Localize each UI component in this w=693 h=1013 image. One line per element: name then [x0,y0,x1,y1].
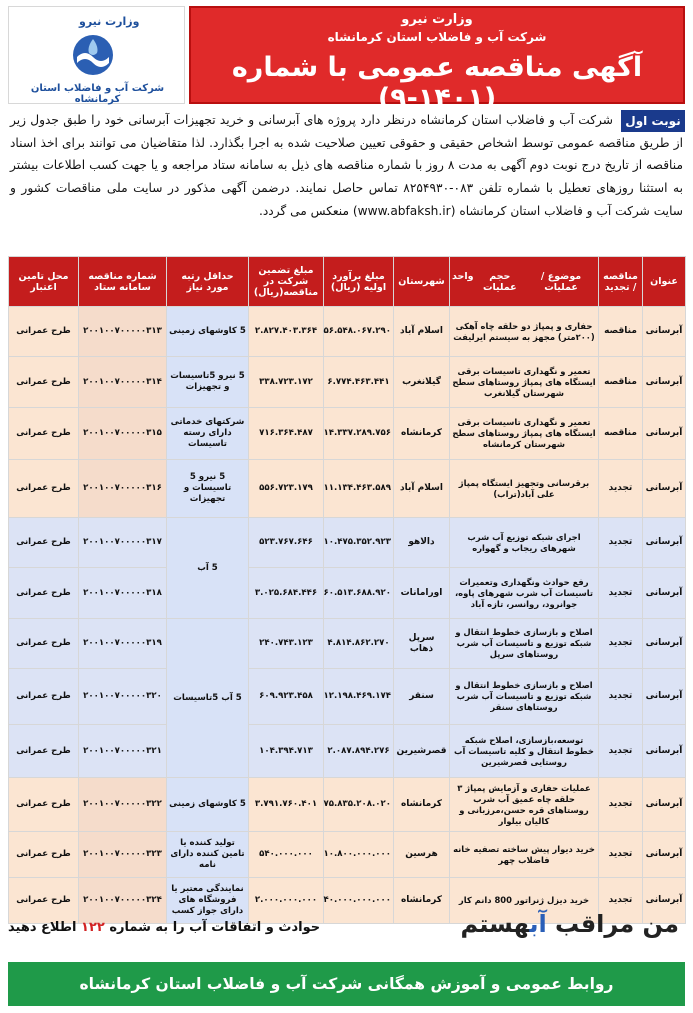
cell-source: طرح عمرانی [9,778,79,832]
cell-estimate: ۶.۷۷۴.۴۶۳.۴۴۱ [324,357,394,408]
cell-desc: اجرای شبکه توزیع آب شرب شهرهای ریجاب و گهواره [450,518,599,568]
col-header-number: شماره مناقصه سامانه ستاد [79,257,167,307]
cell-source: طرح عمرانی [9,460,79,518]
cell-city: گیلانغرب [394,357,450,408]
cell-number: ۲۰۰۱۰۰۷۰۰۰۰۰۳۲۳ [79,832,167,878]
logo-ministry: وزارت نیرو [79,15,140,28]
cell-deposit: ۲.۰۰۰.۰۰۰.۰۰۰ [249,878,324,924]
cell-rank: 5 کاوشهای زمینی [167,307,249,357]
col-header-estimate: مبلغ برآورد اولیه (ریال) [324,257,394,307]
cell-title: آبرسانی [643,357,686,408]
cell-city: دالاهو [394,518,450,568]
cell-type: مناقصه [599,307,643,357]
cell-number: ۲۰۰۱۰۰۷۰۰۰۰۰۳۱۶ [79,460,167,518]
cell-title: آبرسانی [643,568,686,619]
cell-type: تجدید [599,619,643,669]
cell-city: اورامانات [394,568,450,619]
cell-deposit: ۵۴۰.۰۰۰.۰۰۰ [249,832,324,878]
cell-city: قصرشیرین [394,725,450,778]
cell-number: ۲۰۰۱۰۰۷۰۰۰۰۰۳۱۵ [79,408,167,460]
cell-desc: رفع حوادث ونگهداری وتعمیرات تاسیسات آب شرب شهرهای پاوه، جوانرود، روانسر، تازه آباد [450,568,599,619]
col-header-rank: حداقل رتبه مورد نیاز [167,257,249,307]
cell-title: آبرسانی [643,669,686,725]
public-relations-bar: روابط عمومی و آموزش همگانی شرکت آب و فاضلاب استان کرمانشاه [8,962,685,1006]
cell-type: تجدید [599,778,643,832]
col-header-city: شهرستان [394,257,450,307]
table-row [9,669,686,725]
cell-deposit: ۵۵۶.۷۲۳.۱۷۹ [249,460,324,518]
cell-type: مناقصه [599,408,643,460]
tender-table [8,256,685,916]
cell-deposit: ۱۰۴.۳۹۴.۷۱۳ [249,725,324,778]
cell-city: کرمانشاه [394,408,450,460]
cell-title: آبرسانی [643,619,686,669]
cell-desc: تعمیر و نگهداری تاسیسات برقی ایستگاه های پمپاژ روستاهای سطح شهرستان کرمانشاه [450,408,599,460]
cell-source: طرح عمرانی [9,357,79,408]
cell-rank: 5 کاوشهای زمینی [167,778,249,832]
cell-title: آبرسانی [643,408,686,460]
cell-estimate: ۶۰.۵۱۳.۶۸۸.۹۲۰ [324,568,394,619]
cell-desc: خرید دیزل ژنراتور 800 دانم کار [450,878,599,924]
cell-number: ۲۰۰۱۰۰۷۰۰۰۰۰۳۱۷ [79,518,167,568]
table-row [9,568,686,619]
header-ministry: وزارت نیرو [401,12,473,27]
cell-source: طرح عمرانی [9,408,79,460]
cell-desc: خرید دیوار پیش ساخته تصفیه خانه فاضلاب چهر [450,832,599,878]
turn-badge: نوبت اول [621,110,685,132]
col-header-type: مناقصه / تجدید [599,257,643,307]
col-header-subject: موضوع / عملیات [540,270,582,293]
cell-title: آبرسانی [643,725,686,778]
header-company: شرکت آب و فاضلاب استان کرمانشاه [327,30,547,44]
table-row [9,619,686,669]
intro-paragraph [10,109,683,223]
cell-number: ۲۰۰۱۰۰۷۰۰۰۰۰۳۲۲ [79,778,167,832]
cell-source: طرح عمرانی [9,669,79,725]
cell-source: طرح عمرانی [9,518,79,568]
incident-part2: اطلاع دهید [8,920,82,935]
slogan-part2: هستم [460,910,530,938]
table-header-row [9,257,686,307]
cell-rank: شرکتهای خدماتی دارای رسته تاسیسات [167,408,249,460]
cell-type: تجدید [599,669,643,725]
cell-title: آبرسانی [643,307,686,357]
cell-estimate: ۱۰.۸۰۰.۰۰۰.۰۰۰ [324,832,394,878]
cell-type: تجدید [599,568,643,619]
water-drop-logo-icon [69,33,117,77]
table-row [9,357,686,408]
incident-number: ۱۲۲ [81,920,105,935]
cell-city: کرمانشاه [394,778,450,832]
col-header-unit: واحد [452,270,474,282]
cell-deposit: ۳.۷۹۱.۷۶۰.۴۰۱ [249,778,324,832]
cell-desc: حفاری و پمپاژ دو حلقه چاه آهکی (۲۰۰متر) مجهز به سیستم ایرلیفت [450,307,599,357]
cell-deposit: ۶۰۹.۹۲۳.۴۵۸ [249,669,324,725]
cell-number: ۲۰۰۱۰۰۷۰۰۰۰۰۳۱۹ [79,619,167,669]
incident-notice [8,920,320,935]
cell-rank: تولید کننده یا تامین کننده دارای نامه [167,832,249,878]
col-header-volume: حجم عملیات [482,270,517,293]
cell-type: تجدید [599,878,643,924]
cell-number: ۲۰۰۱۰۰۷۰۰۰۰۰۳۲۴ [79,878,167,924]
cell-desc: اصلاح و بازسازی خطوط انتقال و شبکه توزیع و تاسیسات آب شرب روستاهای سنقر [450,669,599,725]
cell-deposit: ۲.۸۲۷.۴۰۳.۳۶۴ [249,307,324,357]
cell-estimate: ۱۴.۳۳۷.۲۸۹.۷۵۶ [324,408,394,460]
water-slogan [461,910,679,938]
cell-city: هرسین [394,832,450,878]
cell-type: تجدید [599,725,643,778]
cell-rank: 5 آب [167,518,249,619]
table-row [9,725,686,778]
page-title: آگهی مناقصه عمومی با شماره (۱۴۰۱-۹) [231,52,643,114]
cell-rank: 5 آب 5تاسیسات [167,619,249,778]
table-row [9,408,686,460]
cell-source: طرح عمرانی [9,725,79,778]
table-row [9,307,686,357]
cell-title: آبرسانی [643,832,686,878]
cell-desc: اصلاح و بازسازی خطوط انتقال و شبکه توزیع و تاسیسات آب شرب روستاهای سرپل [450,619,599,669]
table-row [9,518,686,568]
cell-title: آبرسانی [643,878,686,924]
cell-source: طرح عمرانی [9,832,79,878]
cell-number: ۲۰۰۱۰۰۷۰۰۰۰۰۳۱۸ [79,568,167,619]
cell-number: ۲۰۰۱۰۰۷۰۰۰۰۰۳۱۴ [79,357,167,408]
slogan-part1: من مراقب [546,910,679,938]
col-header-deposit: مبلغ تضمین شرکت در مناقصه(ریال) [249,257,324,307]
cell-estimate: ۵۶.۵۴۸.۰۶۷.۲۹۰ [324,307,394,357]
table-row [9,460,686,518]
cell-rank: 5 نیرو 5 تاسیسات و تجهیزات [167,460,249,518]
cell-city: اسلام آباد [394,307,450,357]
cell-number: ۲۰۰۱۰۰۷۰۰۰۰۰۳۱۳ [79,307,167,357]
cell-type: تجدید [599,518,643,568]
cell-estimate: ۲.۰۸۷.۸۹۴.۲۷۶ [324,725,394,778]
cell-type: مناقصه [599,357,643,408]
cell-source: طرح عمرانی [9,307,79,357]
cell-estimate: ۱۰.۴۷۵.۳۵۲.۹۲۳ [324,518,394,568]
slogan-water: آب [529,910,547,938]
cell-desc: تعمیر و نگهداری تاسیسات برقی ایستگاه های پمپاژ روستاهای سطح شهرستان گیلانغرب [450,357,599,408]
logo-company-name: شرکت آب و فاضلاب استان کرمانشاه [30,83,165,105]
cell-deposit: ۳.۰۲۵.۶۸۴.۴۴۶ [249,568,324,619]
cell-city: کرمانشاه [394,878,450,924]
cell-deposit: ۲۴۰.۷۴۳.۱۲۳ [249,619,324,669]
cell-source: طرح عمرانی [9,878,79,924]
table-row [9,778,686,832]
cell-estimate: ۱۱.۱۳۴.۴۶۳.۵۸۹ [324,460,394,518]
cell-city: سنقر [394,669,450,725]
cell-estimate: ۴.۸۱۴.۸۶۲.۲۷۰ [324,619,394,669]
cell-source: طرح عمرانی [9,568,79,619]
header [8,6,685,114]
cell-desc: برقرسانی وتجهیز ایستگاه پمپاژ علی آباد(تراب) [450,460,599,518]
title-banner [189,6,685,114]
col-header-desc [450,257,599,307]
cell-source: طرح عمرانی [9,619,79,669]
cell-number: ۲۰۰۱۰۰۷۰۰۰۰۰۳۲۰ [79,669,167,725]
cell-rank: 5 نیرو 5تاسیسات و تجهیزات [167,357,249,408]
cell-city: اسلام آباد [394,460,450,518]
cell-title: آبرسانی [643,518,686,568]
col-header-source: محل تامین اعتبار [9,257,79,307]
company-logo [8,6,185,104]
cell-deposit: ۳۳۸.۷۲۳.۱۷۲ [249,357,324,408]
cell-city: سرپل ذهاب [394,619,450,669]
cell-estimate: ۴۰.۰۰۰.۰۰۰.۰۰۰ [324,878,394,924]
col-header-title: عنوان [643,257,686,307]
cell-deposit: ۵۲۳.۷۶۷.۶۴۶ [249,518,324,568]
cell-desc: توسعه،بازسازی، اصلاح شبکه خطوط انتقال و کلیه تاسیسات آب روستایی قصرشیرین [450,725,599,778]
footer-line [8,908,685,958]
cell-estimate: ۷۵.۸۳۵.۲۰۸.۰۲۰ [324,778,394,832]
cell-estimate: ۱۲.۱۹۸.۴۶۹.۱۷۴ [324,669,394,725]
cell-title: آبرسانی [643,778,686,832]
incident-part1: حوادث و اتفاقات آب را به شماره [104,920,321,935]
cell-rank: نمایندگی معتبر یا فروشگاه های دارای جواز کسب [167,878,249,924]
cell-type: تجدید [599,832,643,878]
table-row [9,832,686,878]
cell-number: ۲۰۰۱۰۰۷۰۰۰۰۰۳۲۱ [79,725,167,778]
cell-desc: عملیات حفاری و آزمایش پمپاژ ۳ حلقه چاه عمیق آب شرب روستاهای قره حسن،مرزبانی و کالیان بیلوار [450,778,599,832]
cell-deposit: ۷۱۶.۳۶۴.۴۸۷ [249,408,324,460]
cell-type: تجدید [599,460,643,518]
intro-text: شرکت آب و فاضلاب استان کرمانشاه درنظر دارد پروژه های آبرسانی و خرید تجهیزات آبرسانی خود را طبق جدول زیر از طریق مناقصه عمومی توسط اشخاص حقیقی و حقوقی تعیین صلاحیت شده به اجرا بگذارد. لذا متقاضیان می توانند برای اخذ اسناد مناقصه از تاریخ درج نوبت دوم آگهی به مدت ۸ روز با شماره مناقصه های ذیل به سامانه ستاد مراجعه و یا جهت کسب اطلاعات بیشتر به استثنا روزهای تعطیل با شماره تلفن ۰۸۳-۸۲۵۴۹۳۰ تماس حاصل نمایند. درضمن آگهی مذکور در سایت ملی مناقصات کشور و سایت شرکت آب و فاضلاب استان کرمانشاه (www.abfaksh.ir) منعکس می گردد. [10,113,683,218]
cell-title: آبرسانی [643,460,686,518]
